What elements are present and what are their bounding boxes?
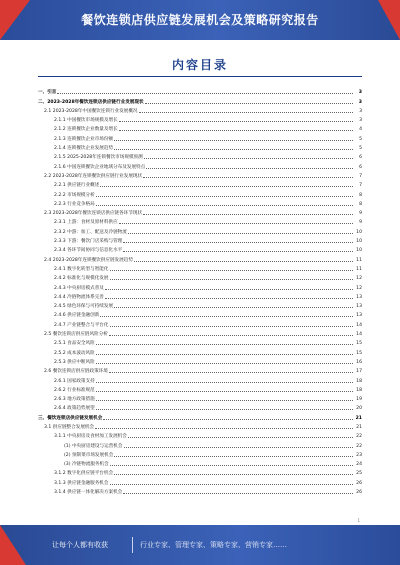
toc-leader-dots: [143, 177, 353, 178]
toc-entry[interactable]: [38, 198, 362, 207]
toc-entry[interactable]: [38, 374, 362, 383]
toc-entry[interactable]: [38, 318, 362, 327]
toc-entry-page: 4: [359, 127, 362, 133]
toc-entry-label: 2.4 2023-2028年连锁餐饮供应链发展趋势: [44, 257, 133, 263]
toc-entry-label: 3.1.3 供应链金融服务机会: [54, 480, 109, 486]
toc-entry[interactable]: [38, 402, 362, 411]
toc-entry-page: 11: [356, 257, 362, 263]
toc-entry[interactable]: [38, 328, 362, 337]
toc-entry-page: 15: [356, 350, 362, 356]
toc-leader-dots: [57, 93, 353, 94]
toc-entry-page: 16: [356, 359, 362, 365]
toc-entry-label: 2.5.3 供应中断风险: [54, 359, 95, 365]
toc-entry-label: (3) 冷链物流服务机会: [64, 462, 109, 468]
toc-entry-label: 2.2.2 市场规模分析: [54, 192, 95, 198]
toc-entry[interactable]: [38, 384, 362, 393]
toc-leader-dots: [139, 112, 353, 113]
toc-leader-dots: [95, 428, 353, 429]
toc-entry-label: 2.6.3 地方政策措施: [54, 397, 95, 403]
toc-entry-page: 7: [359, 173, 362, 179]
toc-entry[interactable]: [38, 188, 362, 197]
toc-leader-dots: [114, 140, 353, 141]
toc-entry-page: 25: [356, 471, 362, 477]
toc-entry-page: 17: [356, 369, 362, 375]
toc-leader-dots: [110, 270, 354, 271]
toc-entry[interactable]: [38, 253, 362, 262]
toc-entry-page: 26: [356, 490, 362, 496]
toc-leader-dots: [123, 242, 353, 243]
toc-entry-label: 2.1.3 连锁餐饮企业市场份额: [54, 136, 114, 142]
toc-entry-page: 3: [359, 118, 362, 124]
toc-entry[interactable]: [38, 337, 362, 346]
toc-entry-page: 13: [356, 294, 362, 300]
toc-leader-dots: [123, 493, 353, 494]
toc-entry-page: 19: [356, 397, 362, 403]
toc-entry-label: 3.1.2 数字化供应链平台机会: [54, 471, 114, 477]
toc-entry[interactable]: [38, 225, 362, 234]
toc-leader-dots: [114, 149, 353, 150]
toc-entry[interactable]: [38, 235, 362, 244]
toc-entry-label: 2.1.1 中国餐饮市场规模及增长: [54, 118, 118, 124]
toc-leader-dots: [128, 233, 353, 234]
toc-entry[interactable]: [38, 142, 362, 151]
toc-heading: 内容目录: [171, 58, 228, 72]
toc-entry[interactable]: [38, 123, 362, 132]
toc-entry[interactable]: [38, 430, 362, 439]
toc-entry-page: 6: [359, 155, 362, 161]
toc-entry-label: 2.4.6 供应链金融创新: [54, 313, 100, 319]
toc-entry-page: 3: [358, 99, 362, 105]
toc-leader-dots: [119, 121, 353, 122]
toc-entry-page: 20: [356, 406, 362, 412]
toc-entry[interactable]: [38, 458, 362, 467]
toc-entry[interactable]: [38, 244, 362, 253]
toc-leader-dots: [110, 465, 353, 466]
toc-entry-page: 8: [359, 201, 362, 207]
toc-entry-page: 12: [356, 276, 362, 282]
toc-entry-page: 24: [356, 462, 362, 468]
toc-leader-dots: [124, 447, 354, 448]
toc-entry-label: 二、2023-2028年餐饮连锁店供应链行业发展现状: [38, 99, 144, 105]
footer-tagline: 行业专家、管理专家、策略专家、营销专家……: [140, 541, 287, 549]
toc-entry-label: 2.1.6 中国连锁餐饮企业地域分布及发展特点: [54, 164, 146, 170]
toc-leader-dots: [100, 316, 353, 317]
toc-entry-label: 2.6.2 行业标准规范: [54, 387, 95, 393]
toc-entry-page: 11: [356, 266, 362, 272]
toc-leader-dots: [114, 307, 353, 308]
toc-leader-dots: [103, 419, 353, 420]
toc-entry-page: 13: [356, 304, 362, 310]
toc-entry-page: 10: [356, 229, 362, 235]
toc-entry-label: 3.1.4 供应链一体化解决方案机会: [54, 490, 123, 496]
toc-leader-dots: [109, 335, 353, 336]
table-of-contents: [38, 86, 362, 495]
toc-leader-dots: [128, 437, 353, 438]
toc-leader-dots: [109, 372, 353, 373]
toc-entry[interactable]: [38, 114, 362, 123]
toc-entry[interactable]: [38, 170, 362, 179]
toc-entry[interactable]: [38, 291, 362, 300]
toc-entry-page: 18: [356, 378, 362, 384]
toc-leader-dots: [96, 344, 353, 345]
toc-leader-dots: [96, 409, 353, 410]
toc-entry-page: 22: [356, 434, 362, 440]
toc-entry[interactable]: [38, 393, 362, 402]
toc-entry-page: 3: [359, 108, 362, 114]
report-title: 餐饮连锁店供应链发展机会及策略研究报告: [81, 13, 319, 27]
toc-entry-label: 2.4.5 绿色环保与可持续发展: [54, 304, 114, 310]
footer-band: [0, 525, 400, 565]
toc-entry-page: 14: [356, 332, 362, 338]
toc-entry-label: 2.2.3 行业竞争格局: [54, 201, 95, 207]
toc-entry-page: 10: [356, 239, 362, 245]
toc-entry-page: 22: [356, 443, 362, 449]
toc-leader-dots: [96, 363, 353, 364]
toc-entry[interactable]: [38, 449, 362, 458]
toc-entry-label: 2.4.2 标准化与规模化发展: [54, 276, 109, 282]
toc-entry-page: 26: [356, 480, 362, 486]
toc-entry-page: 13: [356, 313, 362, 319]
page-number: 1: [357, 518, 360, 523]
toc-entry-label: 2.5 餐饮连锁店供应链风险分析: [44, 332, 108, 338]
toc-entry[interactable]: [38, 467, 362, 476]
toc-entry[interactable]: [38, 486, 362, 495]
toc-entry-page: 21: [355, 415, 362, 421]
toc-entry-label: 2.2 2023-2028年连锁餐饮供应链行业发展现状: [44, 173, 143, 179]
toc-entry-page: 15: [356, 341, 362, 347]
toc-entry[interactable]: [38, 105, 362, 114]
toc-entry-page: 10: [356, 248, 362, 254]
toc-entry[interactable]: [38, 216, 362, 225]
toc-leader-dots: [110, 326, 354, 327]
toc-entry-label: (2) 预制菜市场发展机会: [64, 452, 114, 458]
toc-entry-label: 2.3 2023-2028年餐饮连锁店供应链各环节现状: [44, 211, 143, 217]
toc-entry-label: 2.6 餐饮连锁店供应链政策环境: [44, 369, 108, 375]
toc-leader-dots: [96, 400, 353, 401]
toc-entry[interactable]: [38, 421, 362, 430]
toc-entry-label: 2.3.1 上游：食材及原材料供应: [54, 220, 118, 226]
toc-entry-label: 2.1.2 连锁餐饮企业数量及增长: [54, 127, 118, 133]
toc-entry-page: 5: [359, 146, 362, 152]
toc-entry-label: 2.4.4 冷链物流体系完善: [54, 294, 104, 300]
toc-leader-dots: [144, 158, 353, 159]
toc-leader-dots: [114, 456, 353, 457]
toc-entry[interactable]: [38, 365, 362, 374]
toc-entry-label: 2.3.4 各环节间协同与信息化水平: [54, 248, 123, 254]
toc-entry-label: 2.6.1 国家政策支持: [54, 378, 95, 384]
toc-entry-page: 12: [356, 285, 362, 291]
toc-leader-dots: [105, 289, 353, 290]
toc-entry-page: 21: [356, 424, 362, 430]
toc-leader-dots: [96, 205, 353, 206]
footer-slogan: 让每个人都有收获: [52, 541, 108, 549]
toc-entry-label: 2.4.7 产业链整合与平台化: [54, 322, 109, 328]
toc-leader-dots: [96, 382, 353, 383]
toc-leader-dots: [105, 298, 353, 299]
toc-leader-dots: [145, 103, 353, 104]
toc-entry-page: 18: [356, 387, 362, 393]
toc-entry-label: 三、餐饮连锁店供应链发展机会: [38, 415, 103, 421]
toc-entry[interactable]: [38, 439, 362, 448]
toc-entry-label: 2.1 2023-2028年中国餐饮连锁行业发展概况: [44, 108, 138, 114]
toc-leader-dots: [100, 186, 353, 187]
toc-entry[interactable]: [38, 300, 362, 309]
toc-entry[interactable]: [38, 179, 362, 188]
toc-entry[interactable]: [38, 132, 362, 141]
toc-entry[interactable]: [38, 160, 362, 169]
toc-entry[interactable]: [38, 356, 362, 365]
toc-entry[interactable]: [38, 86, 362, 95]
toc-entry[interactable]: [38, 272, 362, 281]
toc-leader-dots: [96, 391, 353, 392]
toc-entry[interactable]: [38, 151, 362, 160]
toc-entry-label: 2.3.2 中游：加工、配送及冷链物流: [54, 229, 127, 235]
toc-entry[interactable]: [38, 309, 362, 318]
toc-leader-dots: [134, 261, 353, 262]
toc-entry-label: 2.5.1 食品安全风险: [54, 341, 95, 347]
toc-entry-label: 2.3.3 下游：餐饮门店采购与管理: [54, 239, 123, 245]
toc-entry-label: 2.4.1 数字化转型与智能化: [54, 266, 109, 272]
toc-entry-page: 8: [359, 192, 362, 198]
toc-entry[interactable]: [38, 411, 362, 420]
toc-entry-page: 5: [359, 136, 362, 142]
toc-leader-dots: [110, 484, 354, 485]
toc-leader-dots: [110, 279, 354, 280]
toc-leader-dots: [143, 214, 353, 215]
toc-entry-label: 一、引言: [38, 90, 57, 96]
toc-entry[interactable]: [38, 476, 362, 485]
header-band: [0, 0, 400, 40]
toc-leader-dots: [123, 251, 353, 252]
toc-entry-page: 3: [358, 90, 362, 96]
toc-entry[interactable]: [38, 263, 362, 272]
toc-entry-label: 2.2.1 供应链行业概述: [54, 183, 100, 189]
toc-entry-label: 2.6.4 政策趋势展望: [54, 406, 95, 412]
toc-entry-page: 9: [359, 220, 362, 226]
toc-entry-label: 2.1.5 2025-2028年连锁餐饮市场规模预测: [54, 155, 143, 161]
footer-accent: [0, 525, 26, 565]
toc-leader-dots: [96, 354, 353, 355]
footer-divider: [132, 537, 133, 553]
toc-entry-page: 6: [359, 164, 362, 170]
toc-entry-label: 2.1.4 连锁餐饮企业发展趋势: [54, 146, 114, 152]
toc-leader-dots: [119, 130, 353, 131]
toc-entry-page: 23: [356, 452, 362, 458]
toc-entry[interactable]: [38, 346, 362, 355]
toc-entry[interactable]: [38, 281, 362, 290]
toc-entry-label: 2.4.3 中央厨房模式普及: [54, 285, 104, 291]
toc-entry-page: 7: [359, 183, 362, 189]
toc-divider: [38, 76, 362, 77]
toc-entry-label: 3.1.1 中央厨房及食材加工发展机会: [54, 434, 127, 440]
toc-leader-dots: [119, 223, 353, 224]
toc-entry-page: 14: [356, 322, 362, 328]
toc-entry-label: 3.1 供应链整合发展机会: [44, 424, 95, 430]
toc-entry-label: 2.5.2 成本波动风险: [54, 350, 95, 356]
toc-leader-dots: [114, 474, 353, 475]
toc-leader-dots: [96, 196, 353, 197]
toc-entry-page: 9: [359, 211, 362, 217]
toc-entry[interactable]: [38, 207, 362, 216]
toc-leader-dots: [146, 168, 353, 169]
toc-entry-label: (1) 中央厨房建设与运营机会: [64, 443, 123, 449]
toc-entry[interactable]: [38, 95, 362, 104]
